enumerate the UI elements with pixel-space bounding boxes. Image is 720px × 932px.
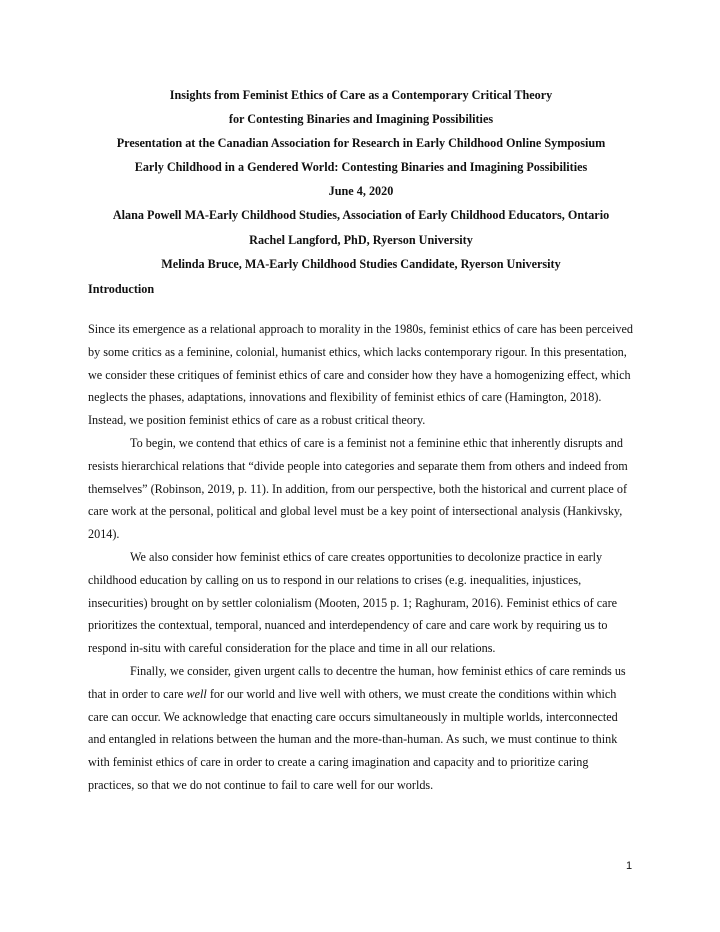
author-1: Alana Powell MA-Early Childhood Studies, Association of Early Childhood Educators, Ontario [112,208,610,222]
date-line: June 4, 2020 [328,184,394,198]
author-3: Melinda Bruce, MA-Early Childhood Studies Candidate, Ryerson University [161,257,561,271]
paragraph-4-text-b: for our world and live well with others, we must create the conditions within which care can occur. We acknowledge that enacting care occurs simultaneously in multiple worlds, interconnected and entangled in relations between the human and the more-than-human. As such, we must continue to think with feminist ethics of care in order to create a caring imagination and capacity and to prioritize caring practices, so that we do not continue to fail to care well for our worlds. [88,686,618,792]
symposium-line: Early Childhood in a Gendered World: Contesting Binaries and Imagining Possibilities [134,160,588,174]
presentation-line: Presentation at the Canadian Association for Research in Early Childhood Online Symposium [116,136,606,150]
paragraph-2: To begin, we contend that ethics of care is a feminist not a feminine ethic that inherently disrupts and resists hierarchical relations that “divide people into categories and separate them from others and indeed from themselves” (Robinson, 2019, p. 11). In addition, from our perspective, both the historical and current place of care work at the personal, political and global level must be a key point of intersectional analysis (Hankivsky, 2014). [88,435,628,542]
title-line-2: for Contesting Binaries and Imagining Possibilities [228,112,494,126]
section-heading-introduction: Introduction [88,282,155,296]
paragraph-3: We also consider how feminist ethics of care creates opportunities to decolonize practice in early childhood education by calling on us to respond in our relations to crises (e.g. inequalities, injustices, insecurities) brought on by settler colonialism (Mooten, 2015 p. 1; Raghuram, 2016). Feminist ethics of care prioritizes the contextual, temporal, nuanced and interdependency of care and care work by requiring us to respond in-situ with careful consideration for the place and time in all our relations. [88,549,618,656]
page-number: 1 [626,860,633,872]
paragraph-4-italic: well [186,686,207,701]
author-2: Rachel Langford, PhD, Ryerson University [249,233,473,247]
paragraph-4 [88,660,634,797]
paragraph-4-text-a: Finally, we consider, given urgent calls to decentre the human, how feminist ethics of care reminds us that in order to care [88,663,626,701]
title-line-1: Insights from Feminist Ethics of Care as a Contemporary Critical Theory [169,88,553,102]
body-text [88,318,634,797]
paragraph-1: Since its emergence as a relational approach to morality in the 1980s, feminist ethics of care has been perceived by some critics as a feminine, colonial, humanist ethics, which lacks contemporary rigour. In this presentation, we consider these critiques of feminist ethics of care and consider how they have a homogenizing effect, which neglects the phases, adaptations, innovations and flexibility of feminist ethics of care (Hamington, 2018). Instead, we position feminist ethics of care as a robust critical theory. [88,322,633,428]
